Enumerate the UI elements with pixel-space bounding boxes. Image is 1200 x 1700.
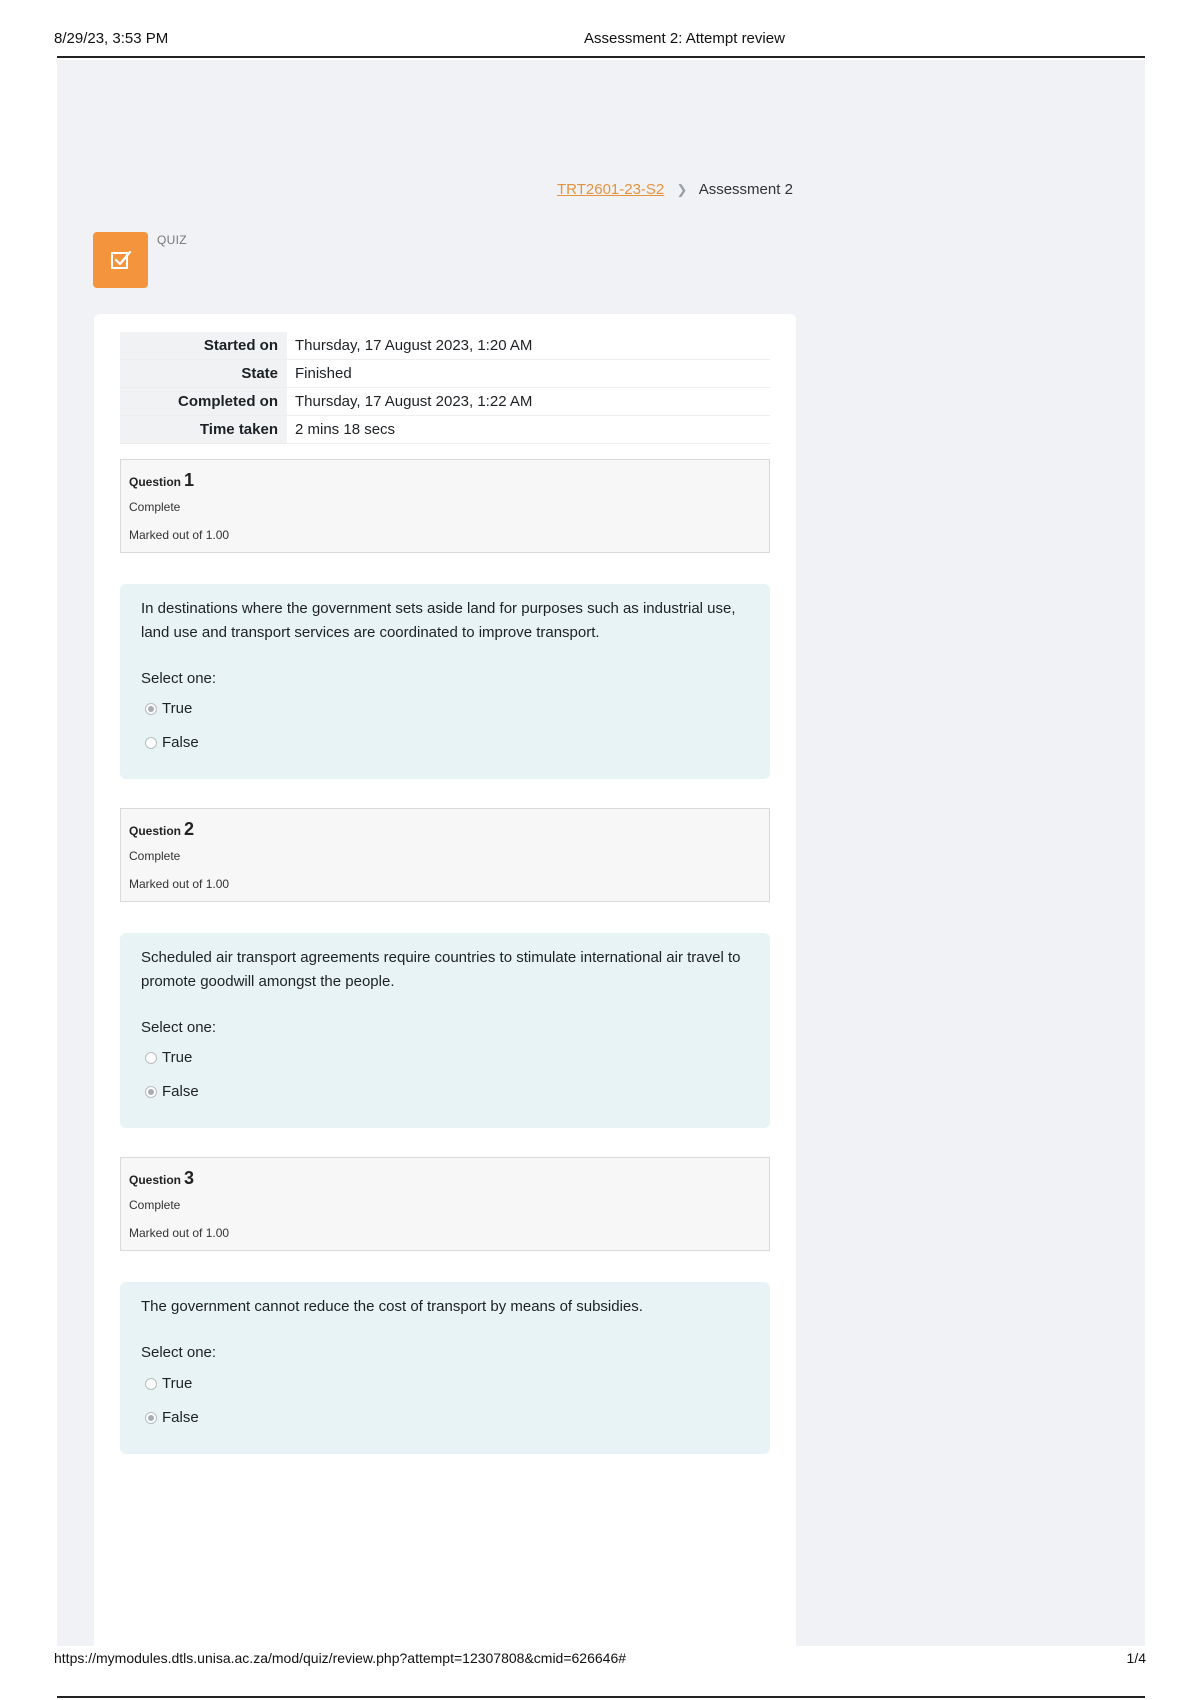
select-one-prompt: Select one: <box>141 1019 217 1036</box>
summary-row <box>120 416 770 444</box>
option-label: True <box>162 1375 193 1392</box>
summary-label: Completed on <box>120 388 287 416</box>
summary-value: Finished <box>287 360 770 388</box>
radio-button[interactable] <box>145 1378 157 1390</box>
question-state: Complete <box>129 1198 181 1212</box>
summary-value: Thursday, 17 August 2023, 1:22 AM <box>287 388 770 416</box>
attempt-review-card <box>94 314 796 1654</box>
question-grade: Marked out of 1.00 <box>129 877 230 891</box>
question-formulation-1 <box>120 584 770 779</box>
page-number: 1/4 <box>1126 1650 1146 1666</box>
summary-row <box>120 388 770 416</box>
breadcrumb <box>557 181 793 198</box>
option-true[interactable] <box>145 1049 192 1066</box>
print-header <box>54 30 1144 58</box>
option-label: False <box>162 1083 199 1100</box>
question-text: Scheduled air transport agreements require countries to stimulate international air travel to promote goodwill amongst the people. <box>141 949 741 990</box>
question-number: Question 2 <box>129 819 195 839</box>
option-label: False <box>162 734 199 751</box>
question-number: Question 3 <box>129 1168 195 1188</box>
radio-button[interactable] <box>145 737 157 749</box>
option-label: False <box>162 1409 199 1426</box>
question-number: Question 1 <box>129 470 195 490</box>
question-text: In destinations where the government sets aside land for purposes such as industrial use, land use and transport services are coordinated to improve transport. <box>141 600 736 641</box>
radio-button[interactable] <box>145 1412 157 1424</box>
question-grade: Marked out of 1.00 <box>129 1226 230 1240</box>
summary-row <box>120 332 770 360</box>
question-formulation-3 <box>120 1282 770 1454</box>
option-false[interactable] <box>145 1083 199 1100</box>
question-formulation-2 <box>120 933 770 1128</box>
question-state: Complete <box>129 500 181 514</box>
select-one-prompt: Select one: <box>141 670 217 687</box>
print-page-title: Assessment 2: Attempt review <box>584 30 785 47</box>
summary-value: Thursday, 17 August 2023, 1:20 AM <box>287 332 770 360</box>
option-true[interactable] <box>145 700 192 717</box>
option-label: True <box>162 1049 193 1066</box>
question-state: Complete <box>129 849 181 863</box>
question-info-2 <box>120 808 770 902</box>
summary-label: Started on <box>120 332 287 360</box>
summary-label: Time taken <box>120 416 287 444</box>
header-rule <box>57 56 1145 58</box>
breadcrumb-course-link[interactable]: TRT2601-23-S2 <box>557 181 665 198</box>
question-info-1 <box>120 459 770 553</box>
quiz-checkbox-icon <box>93 232 148 288</box>
footer-rule <box>57 1696 1145 1698</box>
option-false[interactable] <box>145 734 199 751</box>
option-false[interactable] <box>145 1409 199 1426</box>
question-text: The government cannot reduce the cost of transport by means of subsidies. <box>141 1298 643 1315</box>
summary-label: State <box>120 360 287 388</box>
chevron-right-icon: ❯ <box>676 182 688 197</box>
breadcrumb-current: Assessment 2 <box>698 181 793 198</box>
print-datetime: 8/29/23, 3:53 PM <box>54 30 169 47</box>
option-label: True <box>162 700 193 717</box>
radio-button[interactable] <box>145 1052 157 1064</box>
question-info-3 <box>120 1157 770 1251</box>
page-url: https://mymodules.dtls.unisa.ac.za/mod/quiz/review.php?attempt=12307808&cmid=626646# <box>54 1650 627 1666</box>
summary-value: 2 mins 18 secs <box>287 416 770 444</box>
question-grade: Marked out of 1.00 <box>129 528 230 542</box>
attempt-summary-table <box>120 332 770 444</box>
activity-type-label: QUIZ <box>157 233 187 247</box>
select-one-prompt: Select one: <box>141 1344 217 1361</box>
radio-button[interactable] <box>145 1086 157 1098</box>
summary-row <box>120 360 770 388</box>
option-true[interactable] <box>145 1375 192 1392</box>
radio-button[interactable] <box>145 703 157 715</box>
